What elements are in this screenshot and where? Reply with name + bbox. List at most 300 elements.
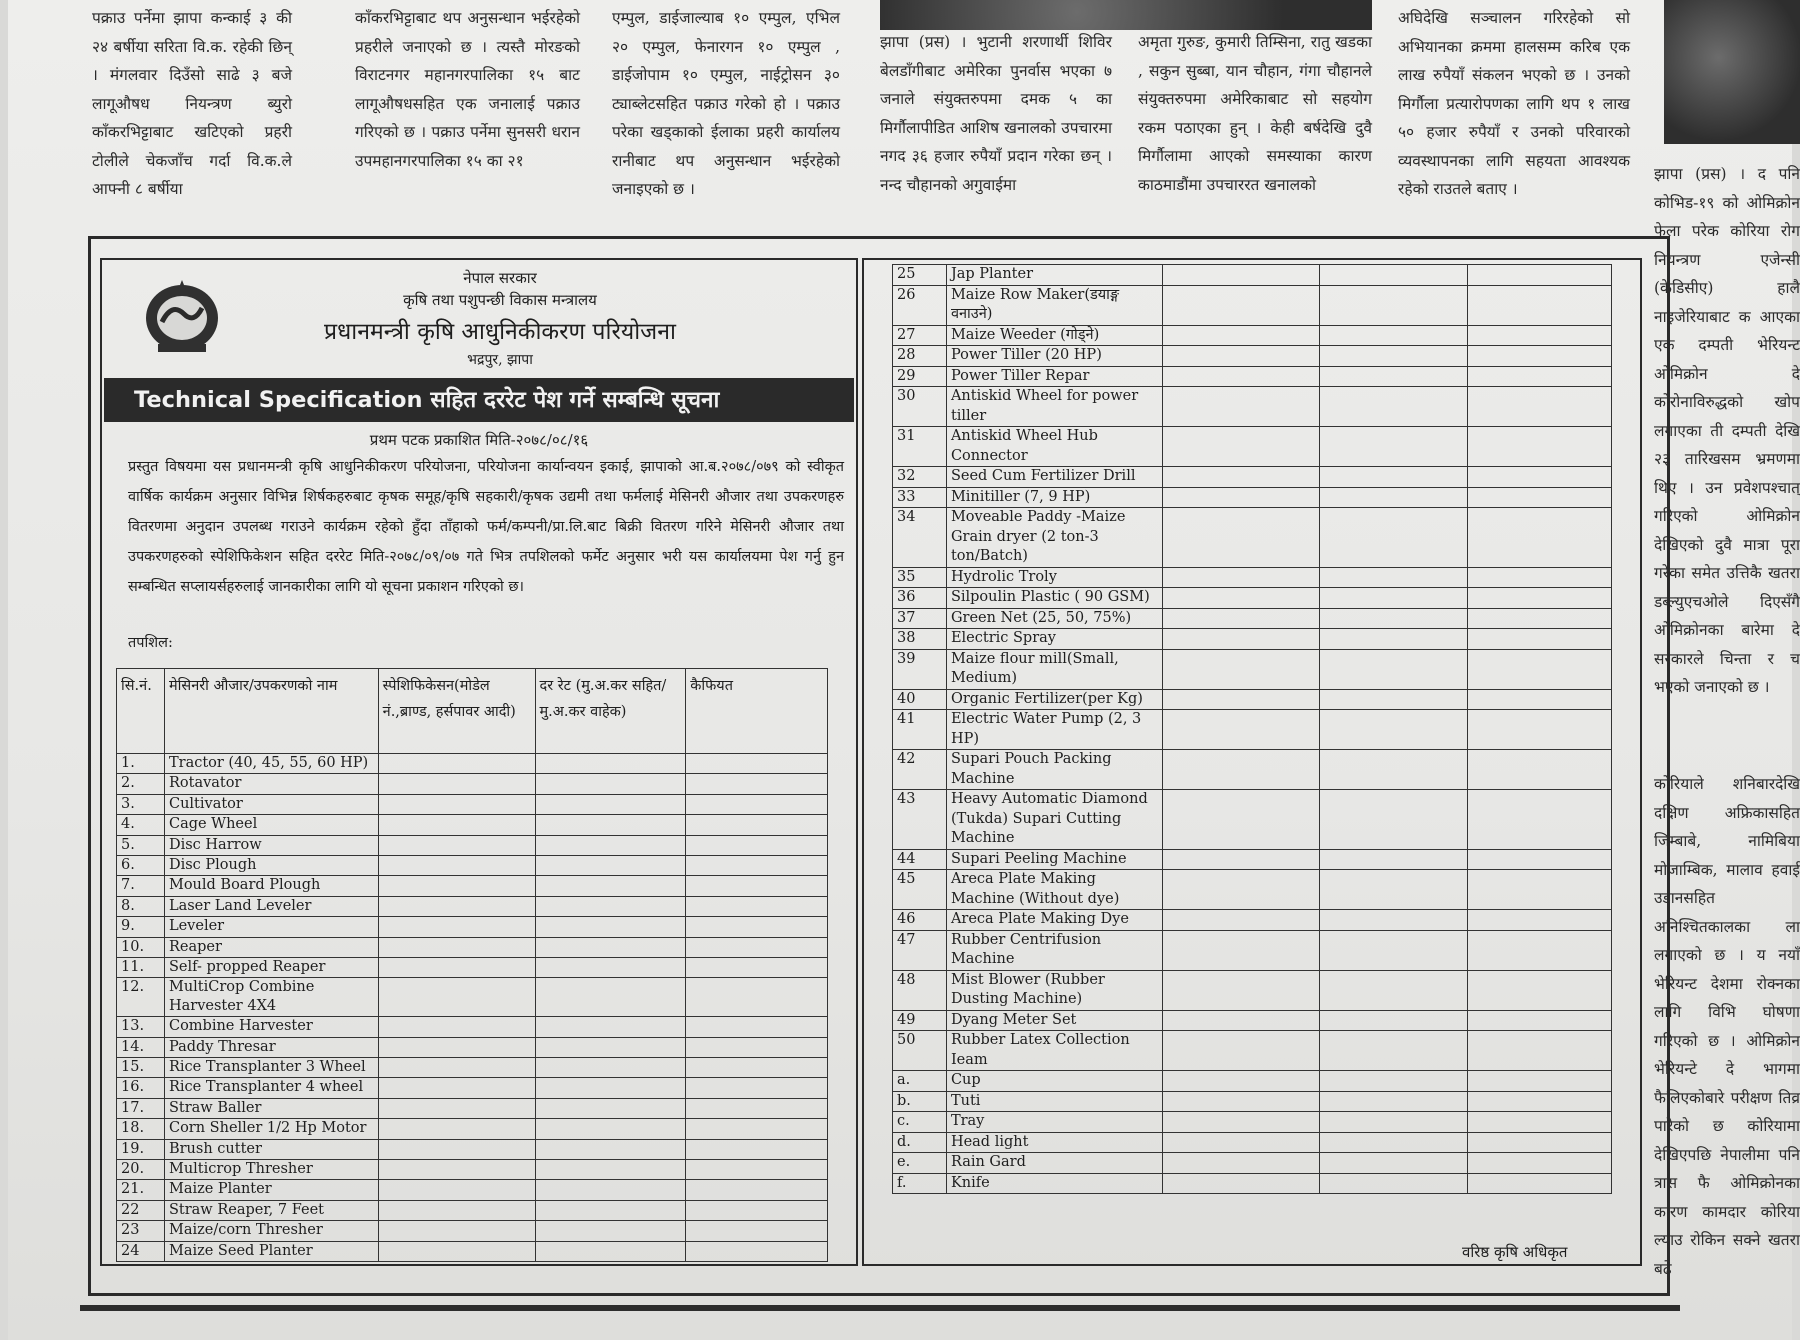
row-item-name: Combine Harvester	[164, 1017, 378, 1037]
row-remarks-cell	[686, 815, 828, 835]
row-sn: 21.	[117, 1180, 165, 1200]
table-row	[893, 1091, 1612, 1112]
row-rate-cell	[535, 1221, 686, 1241]
row-rate-cell	[1320, 970, 1468, 1010]
row-sn: 36	[893, 588, 947, 609]
row-rate-cell	[1320, 649, 1468, 689]
bottom-rule	[80, 1305, 1680, 1311]
row-rate-cell	[1320, 1071, 1468, 1092]
table-row	[893, 1031, 1612, 1071]
row-item-name: Straw Baller	[164, 1098, 378, 1118]
row-spec-cell	[378, 855, 535, 875]
row-sn: 46	[893, 910, 947, 931]
row-spec-cell	[1162, 387, 1320, 427]
row-spec-cell	[378, 754, 535, 774]
row-item-name: Cup	[946, 1071, 1162, 1092]
row-item-name: Seed Cum Fertilizer Drill	[946, 467, 1162, 488]
row-remarks-cell	[686, 917, 828, 937]
row-rate-cell	[535, 957, 686, 977]
row-sn: 22	[117, 1200, 165, 1220]
row-remarks-cell	[1468, 689, 1612, 710]
row-sn: 39	[893, 649, 947, 689]
row-item-name: Antiskid Wheel Hub Connector	[946, 427, 1162, 467]
row-remarks-cell	[1468, 750, 1612, 790]
table-row	[117, 1200, 828, 1220]
row-item-name: Straw Reaper, 7 Feet	[164, 1200, 378, 1220]
row-rate-cell	[535, 937, 686, 957]
table-row	[893, 870, 1612, 910]
row-remarks-cell	[1468, 265, 1612, 286]
row-item-name: MultiCrop Combine Harvester 4X4	[164, 978, 378, 1017]
table-row	[893, 710, 1612, 750]
row-sn: 16.	[117, 1078, 165, 1098]
row-sn: 6.	[117, 855, 165, 875]
row-spec-cell	[1162, 970, 1320, 1010]
notice-ministry: कृषि तथा पशुपन्छी विकास मन्त्रालय	[403, 291, 597, 309]
news-column-2: काँकरभिट्टाबाट थप अनुसन्धान भईरहेको प्रहरीले जनाएको छ । त्यस्तै मोरङको विराटनगर महानगरपालिका १५ बाट लागूऔषधसहित एक जनालाई पक्राउ गरिएको छ । पक्राउ पर्नेमा सुनसरी धरान उपमहानगरपालिका १५ का २१	[355, 9, 580, 170]
row-remarks-cell	[686, 1037, 828, 1057]
row-remarks-cell	[1468, 710, 1612, 750]
table-row	[893, 325, 1612, 346]
row-remarks-cell	[686, 896, 828, 916]
row-spec-cell	[378, 1119, 535, 1139]
row-item-name: Areca Plate Making Machine (Without dye)	[946, 870, 1162, 910]
row-spec-cell	[378, 835, 535, 855]
table-row	[117, 1221, 828, 1241]
row-rate-cell	[1320, 1031, 1468, 1071]
row-remarks-cell	[1468, 1173, 1612, 1194]
table-row	[117, 754, 828, 774]
row-remarks-cell	[686, 1017, 828, 1037]
table-row	[117, 1180, 828, 1200]
notice-project: प्रधानमन्त्री कृषि आधुनिकीकरण परियोजना	[324, 319, 676, 345]
row-item-name: Supari Peeling Machine	[946, 849, 1162, 870]
row-sn: 20.	[117, 1160, 165, 1180]
row-spec-cell	[378, 1037, 535, 1057]
row-rate-cell	[535, 1098, 686, 1118]
row-spec-cell	[1162, 1112, 1320, 1133]
table-row	[117, 957, 828, 977]
row-item-name: Maize flour mill(Small, Medium)	[946, 649, 1162, 689]
row-item-name: Rice Transplanter 4 wheel	[164, 1078, 378, 1098]
row-sn: 40	[893, 689, 947, 710]
table-row	[893, 265, 1612, 286]
row-rate-cell	[535, 774, 686, 794]
row-sn: 3.	[117, 794, 165, 814]
row-sn: 9.	[117, 917, 165, 937]
row-remarks-cell	[686, 1098, 828, 1118]
row-spec-cell	[378, 937, 535, 957]
row-remarks-cell	[1468, 649, 1612, 689]
row-rate-cell	[1320, 629, 1468, 650]
row-rate-cell	[1320, 910, 1468, 931]
row-rate-cell	[1320, 265, 1468, 286]
row-spec-cell	[1162, 649, 1320, 689]
header-name: मेसिनरी औजार/उपकरणको नाम	[164, 669, 378, 754]
row-remarks-cell	[686, 1241, 828, 1261]
row-sn: 43	[893, 790, 947, 850]
row-remarks-cell	[1468, 467, 1612, 488]
table-row	[117, 774, 828, 794]
row-spec-cell	[1162, 487, 1320, 508]
row-spec-cell	[1162, 366, 1320, 387]
row-rate-cell	[535, 917, 686, 937]
row-rate-cell	[1320, 608, 1468, 629]
table-row	[117, 794, 828, 814]
row-rate-cell	[1320, 1010, 1468, 1031]
row-item-name: Electric Spray	[946, 629, 1162, 650]
row-rate-cell	[1320, 1091, 1468, 1112]
row-item-name: Corn Sheller 1/2 Hp Motor	[164, 1119, 378, 1139]
row-rate-cell	[1320, 1112, 1468, 1133]
row-sn: 48	[893, 970, 947, 1010]
row-sn: 23	[117, 1221, 165, 1241]
row-sn: 42	[893, 750, 947, 790]
row-remarks-cell	[686, 774, 828, 794]
row-item-name: Cultivator	[164, 794, 378, 814]
row-rate-cell	[535, 794, 686, 814]
table-row	[117, 1078, 828, 1098]
news-photo	[880, 0, 1372, 30]
row-rate-cell	[535, 896, 686, 916]
row-spec-cell	[1162, 508, 1320, 568]
row-spec-cell	[378, 815, 535, 835]
row-sn: 26	[893, 285, 947, 325]
row-spec-cell	[378, 978, 535, 1017]
government-emblem-icon	[140, 278, 224, 356]
table-row	[117, 978, 828, 1017]
row-spec-cell	[378, 774, 535, 794]
row-remarks-cell	[1468, 1112, 1612, 1133]
row-sn: 24	[117, 1241, 165, 1261]
row-rate-cell	[1320, 387, 1468, 427]
table-row	[893, 285, 1612, 325]
row-rate-cell	[1320, 1132, 1468, 1153]
news-column-1: पक्राउ पर्नेमा झापा कन्काई ३ की २४ बर्षीया सरिता वि.क. रहेकी छिन् । मंगलवार दिउँसो साढे ३ बजे लागूऔषध नियन्त्रण ब्युरो काँकरभिट्टाबाट खटिएको प्रहरी टोलीले चेकजाँच गर्दा वि.क.ले आफ्नी ८ बर्षीया	[92, 9, 292, 198]
row-rate-cell	[1320, 930, 1468, 970]
row-rate-cell	[1320, 1153, 1468, 1174]
header-rate: दर रेट (मु.अ.कर सहित/मु.अ.कर वाहेक)	[535, 669, 686, 754]
signature-title: वरिष्ठ कृषि अधिकृत	[1462, 1243, 1568, 1261]
row-item-name: Antiskid Wheel for power tiller	[946, 387, 1162, 427]
row-spec-cell	[1162, 710, 1320, 750]
row-spec-cell	[1162, 689, 1320, 710]
row-rate-cell	[1320, 870, 1468, 910]
row-remarks-cell	[1468, 487, 1612, 508]
row-item-name: Dyang Meter Set	[946, 1010, 1162, 1031]
row-remarks-cell	[1468, 387, 1612, 427]
table-row	[893, 608, 1612, 629]
row-spec-cell	[1162, 325, 1320, 346]
table-row	[893, 366, 1612, 387]
row-item-name: Power Tiller (20 HP)	[946, 346, 1162, 367]
row-remarks-cell	[1468, 567, 1612, 588]
table-row	[893, 427, 1612, 467]
row-spec-cell	[1162, 1173, 1320, 1194]
row-sn: e.	[893, 1153, 947, 1174]
row-rate-cell	[535, 855, 686, 875]
row-item-name: Moveable Paddy -Maize Grain dryer (2 ton-3 ton/Batch)	[946, 508, 1162, 568]
row-rate-cell	[1320, 849, 1468, 870]
row-rate-cell	[1320, 325, 1468, 346]
row-rate-cell	[535, 835, 686, 855]
row-item-name: Brush cutter	[164, 1139, 378, 1159]
row-spec-cell	[1162, 1031, 1320, 1071]
table-row	[117, 1139, 828, 1159]
notice-place: भद्रपुर, झापा	[467, 352, 533, 368]
row-item-name: Green Net (25, 50, 75%)	[946, 608, 1162, 629]
row-item-name: Rubber Centrifusion Machine	[946, 930, 1162, 970]
row-sn: 35	[893, 567, 947, 588]
row-spec-cell	[378, 794, 535, 814]
row-item-name: Maize Row Maker(डयाङ्ग वनाउने)	[946, 285, 1162, 325]
row-spec-cell	[378, 876, 535, 896]
table-row	[893, 1010, 1612, 1031]
row-sn: 33	[893, 487, 947, 508]
row-sn: 1.	[117, 754, 165, 774]
row-remarks-cell	[1468, 1091, 1612, 1112]
row-spec-cell	[1162, 1132, 1320, 1153]
table-row	[893, 930, 1612, 970]
row-spec-cell	[378, 1078, 535, 1098]
table-row	[893, 1173, 1612, 1194]
row-sn: d.	[893, 1132, 947, 1153]
table-row	[117, 1017, 828, 1037]
news-column-4: झापा (प्रस) । भुटानी शरणार्थी शिविर बेलडाँगीबाट अमेरिका पुनर्वास भएका ७ जनाले संयुक्तरुपमा दमक ५ का मिर्गौलापीडित आशिष खनालको उपचारमा नगद ३६ हजार रुपैयाँ प्रदान गरेका छन् । नन्द चौहानको अगुवाईमा	[880, 33, 1112, 194]
details-label: तपशिल:	[128, 635, 173, 651]
row-sn: 38	[893, 629, 947, 650]
table-row	[893, 467, 1612, 488]
row-spec-cell	[1162, 1010, 1320, 1031]
row-sn: 15.	[117, 1058, 165, 1078]
row-remarks-cell	[1468, 790, 1612, 850]
row-rate-cell	[535, 1160, 686, 1180]
row-rate-cell	[1320, 467, 1468, 488]
row-remarks-cell	[686, 835, 828, 855]
row-sn: 34	[893, 508, 947, 568]
row-sn: 13.	[117, 1017, 165, 1037]
row-spec-cell	[378, 1058, 535, 1078]
row-spec-cell	[378, 957, 535, 977]
row-remarks-cell	[1468, 970, 1612, 1010]
row-rate-cell	[535, 1017, 686, 1037]
row-remarks-cell	[1468, 1010, 1612, 1031]
row-remarks-cell	[686, 1058, 828, 1078]
row-rate-cell	[1320, 366, 1468, 387]
table-row	[893, 567, 1612, 588]
header-spec: स्पेशिफिकेसन(मोडेल नं.,ब्राण्ड, हर्सपावर आदी)	[378, 669, 535, 754]
table-row	[117, 937, 828, 957]
row-sn: 28	[893, 346, 947, 367]
row-spec-cell	[378, 917, 535, 937]
row-sn: 25	[893, 265, 947, 286]
row-remarks-cell	[686, 794, 828, 814]
row-item-name: Rice Transplanter 3 Wheel	[164, 1058, 378, 1078]
row-rate-cell	[535, 754, 686, 774]
row-sn: 47	[893, 930, 947, 970]
row-item-name: Electric Water Pump (2, 3 HP)	[946, 710, 1162, 750]
row-item-name: Jap Planter	[946, 265, 1162, 286]
table-row	[893, 790, 1612, 850]
row-remarks-cell	[1468, 930, 1612, 970]
row-remarks-cell	[1468, 325, 1612, 346]
row-remarks-cell	[686, 1180, 828, 1200]
row-rate-cell	[535, 1200, 686, 1220]
row-spec-cell	[1162, 790, 1320, 850]
table-row	[117, 1037, 828, 1057]
row-spec-cell	[1162, 427, 1320, 467]
row-rate-cell	[1320, 790, 1468, 850]
news-column-3: एम्पुल, डाईजाल्याब १० एम्पुल, एभिल २० एम्पुल, फेनारगन १० एम्पुल , डाईजोपाम १० एम्पुल, नाईट्रोसन ३० ट्याब्लेटसहित पक्राउ गरेको हो । पक्राउ परेका खड्काको ईलाका प्रहरी कार्यालय रानीबाट थप अनुसन्धान भईरहेको जनाइएको छ ।	[612, 9, 840, 198]
spec-table-right	[892, 264, 1612, 1194]
row-spec-cell	[1162, 588, 1320, 609]
table-row	[117, 1098, 828, 1118]
table-row	[117, 815, 828, 835]
table-row	[893, 508, 1612, 568]
row-rate-cell	[1320, 567, 1468, 588]
row-spec-cell	[1162, 930, 1320, 970]
row-item-name: Reaper	[164, 937, 378, 957]
row-item-name: Disc Plough	[164, 855, 378, 875]
row-item-name: Cage Wheel	[164, 815, 378, 835]
row-remarks-cell	[686, 978, 828, 1017]
row-sn: 37	[893, 608, 947, 629]
news-photo-right	[1664, 0, 1800, 144]
row-spec-cell	[1162, 870, 1320, 910]
news-column-6: अघिदेखि सञ्चालन गरिरहेको सो अभियानका क्रममा हालसम्म करिब एक लाख रुपैयाँ संकलन भएको छ । उनको मिर्गौला प्रत्यारोपणका लागि थप १ लाख ५० हजार रुपैयाँ र उनको परिवारको व्यवस्थापनका लागि सहयता आवश्यक रहेको राउतले बताए ।	[1398, 9, 1630, 198]
row-item-name: Heavy Automatic Diamond (Tukda) Supari Cutting Machine	[946, 790, 1162, 850]
row-item-name: Paddy Thresar	[164, 1037, 378, 1057]
publish-date: प्रथम पटक प्रकाशित मिति-२०७८/०८/१६	[369, 431, 589, 449]
table-row	[117, 1241, 828, 1261]
table-row	[893, 689, 1612, 710]
table-row	[893, 346, 1612, 367]
row-item-name: Hydrolic Troly	[946, 567, 1162, 588]
row-remarks-cell	[686, 957, 828, 977]
news-column-7: झापा (प्रस) । द पनि कोभिड-१९ को ओमिक्रोन फेला परेक कोरिया रोग नियन्त्रण एजेन्सी (केडिसीए) हालै नाइजेरियाबाट क आएका एक दम्पती भेरियन्ट ओमिक्रोन दे कोरोनाविरुद्धको खोप लगाएका ती दम्पती देखि २३ तारिखसम भ्रमणमा थिए । उन प्रवेशपश्चात् गरिएको ओमिक्रोन देखिएको दुवै मात्रा पूरा गरेका समेत उत्तिकै खतरा डब्ल्युएचओले दिएसँगै ओमिक्रोनका बारेमा दे सरकारले चिन्ता र च भएको जनाएको छ ।	[1654, 165, 1800, 696]
row-item-name: Rubber Latex Collection Ieam	[946, 1031, 1162, 1071]
row-spec-cell	[1162, 285, 1320, 325]
table-row	[117, 896, 828, 916]
row-sn: a.	[893, 1071, 947, 1092]
row-sn: 17.	[117, 1098, 165, 1118]
table-row	[117, 917, 828, 937]
row-rate-cell	[535, 1037, 686, 1057]
table-row	[893, 910, 1612, 931]
row-remarks-cell	[686, 937, 828, 957]
row-item-name: Rotavator	[164, 774, 378, 794]
row-sn: c.	[893, 1112, 947, 1133]
row-item-name: Minitiller (7, 9 HP)	[946, 487, 1162, 508]
row-sn: 45	[893, 870, 947, 910]
row-item-name: Laser Land Leveler	[164, 896, 378, 916]
row-rate-cell	[1320, 508, 1468, 568]
notice-title: Technical Specification सहित दररेट पेश गर्ने सम्बन्धि सूचना	[104, 378, 854, 422]
row-remarks-cell	[1468, 346, 1612, 367]
row-sn: 18.	[117, 1119, 165, 1139]
table-row	[893, 588, 1612, 609]
row-remarks-cell	[1468, 427, 1612, 467]
row-rate-cell	[535, 1119, 686, 1139]
row-sn: 44	[893, 849, 947, 870]
table-row	[893, 387, 1612, 427]
row-remarks-cell	[1468, 366, 1612, 387]
row-item-name: Areca Plate Making Dye	[946, 910, 1162, 931]
row-item-name: Maize Weeder (गोड्ने)	[946, 325, 1162, 346]
row-item-name: Tuti	[946, 1091, 1162, 1112]
row-sn: 41	[893, 710, 947, 750]
row-remarks-cell	[686, 876, 828, 896]
row-item-name: Power Tiller Repar	[946, 366, 1162, 387]
news-column-8: कोरियाले शनिबारदेखि दक्षिण अफ्रिकासहित जिम्बाबे, नामिबिया मोजाम्बिक, मालाव हवाई उडानसहित अनिश्चितकालका ला लगाएको छ । य नयाँ भेरियन्ट देशमा रोक्नका लागि विभि घोषणा गरिएको छ । ओमिक्रोन भेरियन्टे दे भागमा फैलिएकोबारे परीक्षण तिव्र पारेको छ कोरियामा देखिएपछि नेपालीमा पनि त्रास फै ओमिक्रोनका कारण कामदार कोरिया ल्याउ रोकिन सक्ने खतरा बढे	[1654, 775, 1800, 1278]
row-item-name: Tractor (40, 45, 55, 60 HP)	[164, 754, 378, 774]
row-item-name: Knife	[946, 1173, 1162, 1194]
row-rate-cell	[1320, 689, 1468, 710]
row-remarks-cell	[686, 754, 828, 774]
row-remarks-cell	[1468, 910, 1612, 931]
row-remarks-cell	[686, 1119, 828, 1139]
row-rate-cell	[535, 876, 686, 896]
row-rate-cell	[1320, 750, 1468, 790]
row-item-name: Disc Harrow	[164, 835, 378, 855]
table-row	[893, 1071, 1612, 1092]
table-row	[117, 1160, 828, 1180]
row-spec-cell	[1162, 629, 1320, 650]
row-item-name: Maize/corn Thresher	[164, 1221, 378, 1241]
row-remarks-cell	[686, 1078, 828, 1098]
table-row	[117, 835, 828, 855]
row-sn: 50	[893, 1031, 947, 1071]
row-sn: 27	[893, 325, 947, 346]
row-rate-cell	[535, 1180, 686, 1200]
row-rate-cell	[535, 1078, 686, 1098]
row-spec-cell	[378, 1139, 535, 1159]
row-spec-cell	[378, 1180, 535, 1200]
row-rate-cell	[535, 978, 686, 1017]
row-rate-cell	[1320, 346, 1468, 367]
table-row	[117, 876, 828, 896]
row-sn: 4.	[117, 815, 165, 835]
row-item-name: Maize Seed Planter	[164, 1241, 378, 1261]
row-item-name: Supari Pouch Packing Machine	[946, 750, 1162, 790]
row-spec-cell	[1162, 1091, 1320, 1112]
table-row	[117, 855, 828, 875]
row-item-name: Multicrop Thresher	[164, 1160, 378, 1180]
table-row	[893, 1132, 1612, 1153]
row-remarks-cell	[686, 1200, 828, 1220]
row-spec-cell	[1162, 910, 1320, 931]
table-row	[893, 849, 1612, 870]
row-spec-cell	[1162, 346, 1320, 367]
header-remarks: कैफियत	[686, 669, 828, 754]
row-sn: 11.	[117, 957, 165, 977]
row-item-name: Mould Board Plough	[164, 876, 378, 896]
row-sn: 2.	[117, 774, 165, 794]
row-item-name: Tray	[946, 1112, 1162, 1133]
row-rate-cell	[535, 1241, 686, 1261]
row-remarks-cell	[1468, 1071, 1612, 1092]
row-sn: 31	[893, 427, 947, 467]
table-row	[117, 1119, 828, 1139]
row-spec-cell	[1162, 1153, 1320, 1174]
notice-government: नेपाल सरकार	[463, 269, 537, 287]
table-row	[893, 487, 1612, 508]
row-rate-cell	[535, 1058, 686, 1078]
row-spec-cell	[378, 1221, 535, 1241]
row-sn: 49	[893, 1010, 947, 1031]
row-rate-cell	[1320, 427, 1468, 467]
table-row	[893, 750, 1612, 790]
